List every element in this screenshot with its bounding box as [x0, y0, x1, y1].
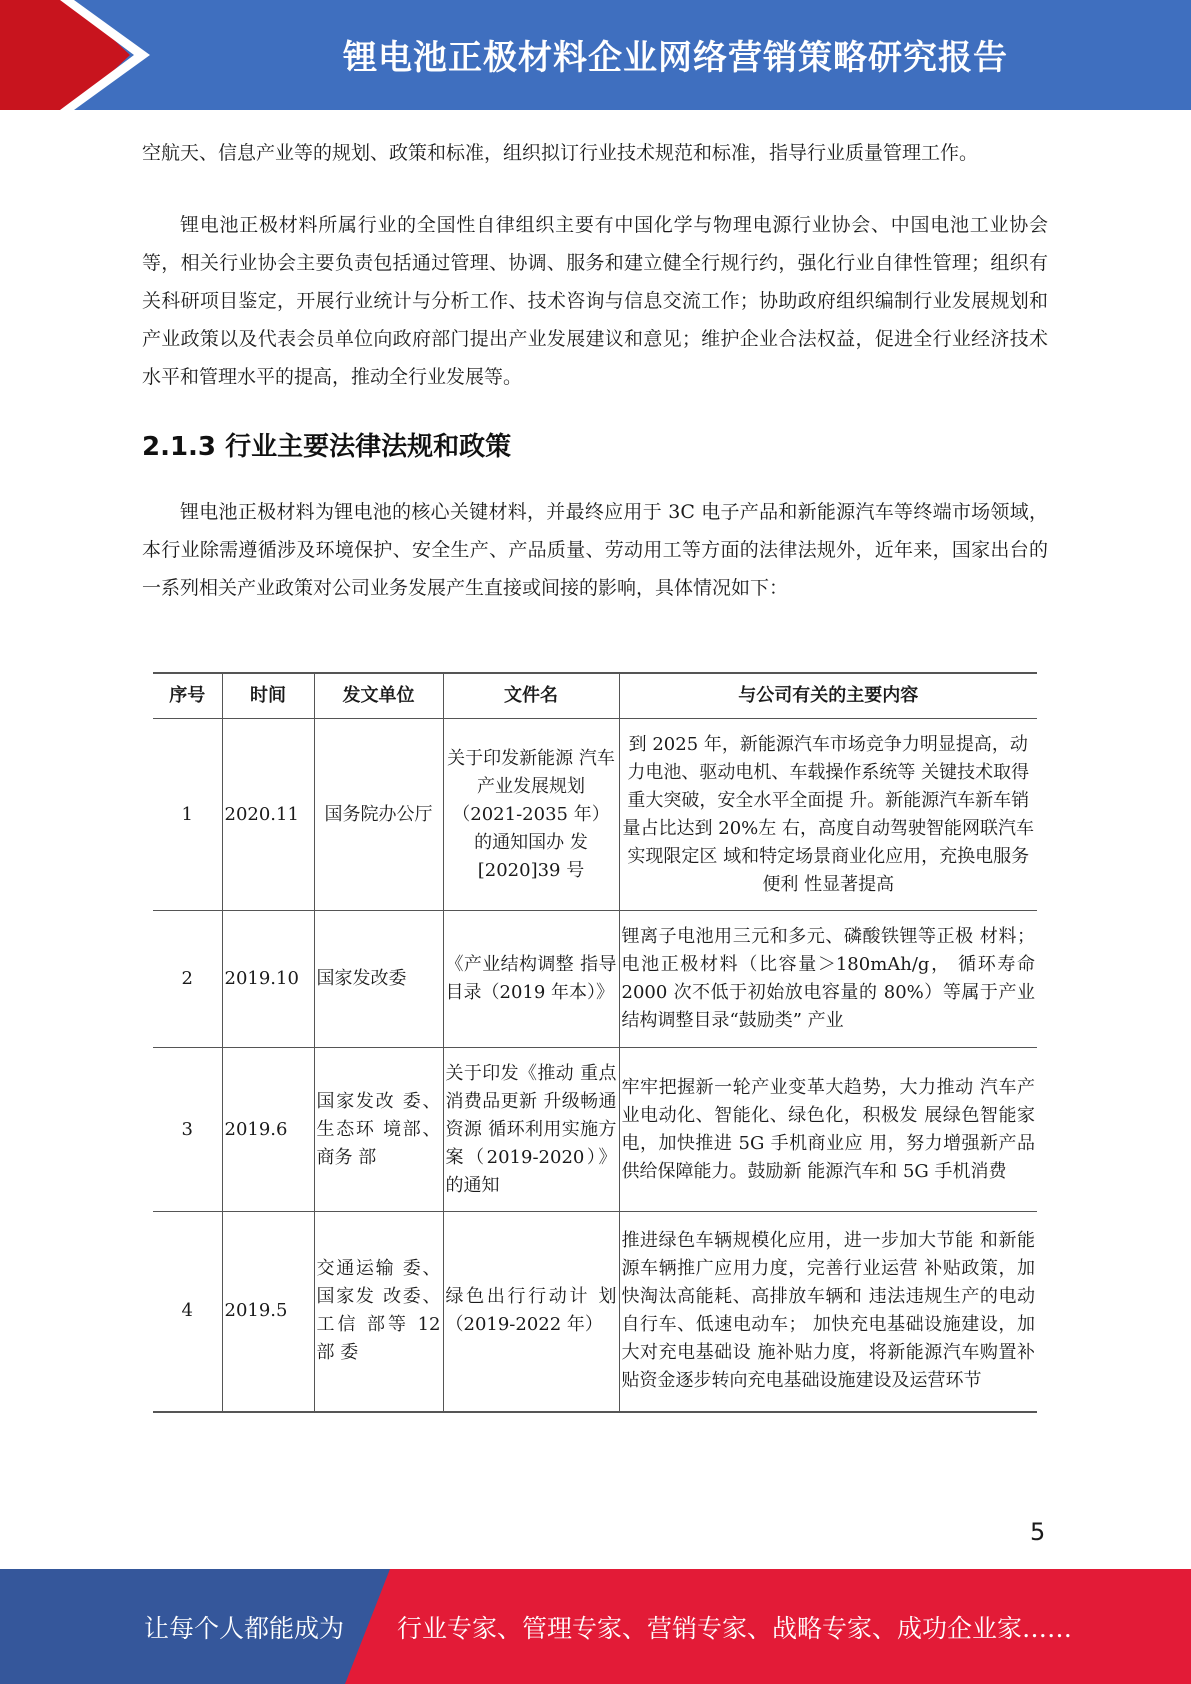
- cell-issuer: 国家发改委: [314, 911, 443, 1048]
- cell-content: 牢牢把握新一轮产业变革大趋势，大力推动 汽车产业电动化、智能化、绿色化，积极发 展绿色智能家电，加快推进 5G 手机商业应 用，努力增强新产品供给保障能力。鼓励新 能源汽车和 5G 手机消费: [619, 1048, 1037, 1212]
- page-number: 5: [1030, 1518, 1046, 1546]
- footer-banner: [0, 1569, 1191, 1684]
- policy-table: [153, 672, 1037, 1413]
- column-header: 序号: [153, 673, 222, 719]
- table-row: [153, 719, 1037, 911]
- cell-content: 锂离子电池用三元和多元、磷酸铁锂等正极 材料；电池正极材料（比容量＞180mAh/g， 循环寿命 2000 次不低于初始放电容量的 80%）等属于产业结构调整目录“鼓励类” 产业: [619, 911, 1037, 1048]
- cell-date: 2019.5: [222, 1212, 314, 1412]
- table-header-row: [153, 673, 1037, 719]
- table-row: [153, 1048, 1037, 1212]
- paragraph-2: 锂电池正极材料所属行业的全国性自律组织主要有中国化学与物理电源行业协会、中国电池工业协会等，相关行业协会主要负责包括通过管理、协调、服务和建立健全行规行约，强化行业自律性管理；组织有关科研项目鉴定，开展行业统计与分析工作、技术咨询与信息交流工作；协助政府组织编制行业发展规划和产业政策以及代表会员单位向政府部门提出产业发展建议和意见；维护企业合法权益，促进全行业经济技术水平和管理水平的提高，推动全行业发展等。: [142, 214, 1048, 388]
- cell-issuer: 国家发改 委、生态环 境部、商务 部: [314, 1048, 443, 1212]
- cell-issuer: 交通运输 委、国家发 改委、工信 部等 12 部 委: [314, 1212, 443, 1412]
- header-red-block: [0, 0, 130, 110]
- cell-no: 3: [153, 1048, 222, 1212]
- cell-document: 关于印发新能源 汽车产业发展规划（2021-2035 年）的通知国办 发[2020]39 号: [443, 719, 619, 911]
- cell-document: 《产业结构调整 指导目录（2019 年本）》: [443, 911, 619, 1048]
- cell-document: 关于印发《推动 重点消费品更新 升级畅通资源 循环利用实施方 案（2019-2020）》 的通知: [443, 1048, 619, 1212]
- cell-no: 1: [153, 719, 222, 911]
- cell-no: 4: [153, 1212, 222, 1412]
- paragraph-1: 空航天、信息产业等的规划、政策和标准，组织拟订行业技术规范和标准，指导行业质量管理工作。: [142, 142, 979, 164]
- section-heading: 2.1.3 行业主要法律法规和政策: [142, 432, 512, 462]
- column-header: 发文单位: [314, 673, 443, 719]
- cell-no: 2: [153, 911, 222, 1048]
- cell-document: 绿色出行行动计 划（2019-2022 年）: [443, 1212, 619, 1412]
- footer-slogan-left: 让每个人都能成为: [144, 1614, 345, 1643]
- cell-date: 2019.10: [222, 911, 314, 1048]
- column-header: 时间: [222, 673, 314, 719]
- header-banner: [0, 0, 1191, 110]
- table-row: [153, 1212, 1037, 1412]
- column-header: 与公司有关的主要内容: [619, 673, 1037, 719]
- column-header: 文件名: [443, 673, 619, 719]
- table-row: [153, 911, 1037, 1048]
- cell-content: 到 2025 年，新能源汽车市场竞争力明显提高，动力电池、驱动电机、车载操作系统等 关键技术取得重大突破，安全水平全面提 升。新能源汽车新车销量占比达到 20%左 右，高度自动驾驶智能网联汽车实现限定区 域和特定场景商业化应用，充换电服务便利 性显著提高: [619, 719, 1037, 911]
- paragraph-3: 锂电池正极材料为锂电池的核心关键材料，并最终应用于 3C 电子产品和新能源汽车等终端市场领域，本行业除需遵循涉及环境保护、安全生产、产品质量、劳动用工等方面的法律法规外，近年来，国家出台的一系列相关产业政策对公司业务发展产生直接或间接的影响，具体情况如下：: [142, 501, 1048, 599]
- report-title: 锂电池正极材料企业网络营销策略研究报告: [343, 38, 1008, 78]
- cell-date: 2019.6: [222, 1048, 314, 1212]
- cell-content: 推进绿色车辆规模化应用，进一步加大节能 和新能源车辆推广应用力度，完善行业运营 补贴政策，加快淘汰高能耗、高排放车辆和 违法违规生产的电动自行车、低速电动车； 加快充电基础设施建设，加大对充电基础设 施补贴力度，将新能源汽车购置补贴资金逐步转向充电基础设施建设及运营环节: [619, 1212, 1037, 1412]
- cell-date: 2020.11: [222, 719, 314, 911]
- main-content: [142, 134, 1048, 607]
- footer-slogan-right: 行业专家、管理专家、营销专家、战略专家、成功企业家……: [397, 1614, 1073, 1643]
- cell-issuer: 国务院办公厅: [314, 719, 443, 911]
